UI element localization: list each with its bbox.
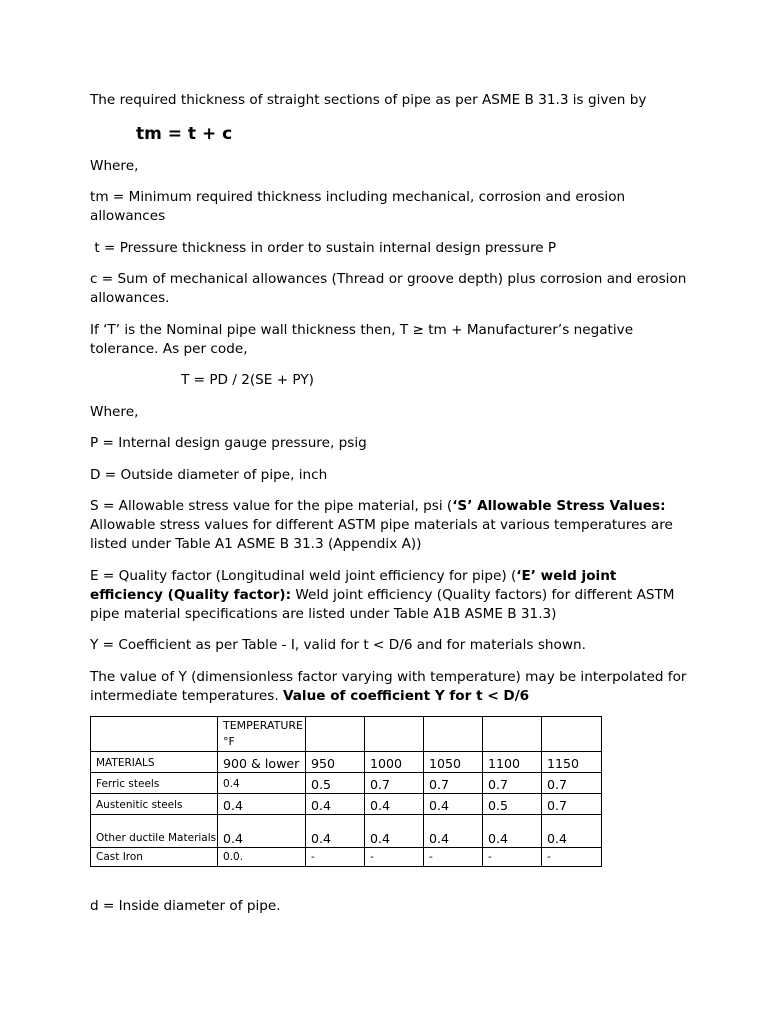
- table-row: [91, 772, 602, 793]
- table-row: [91, 847, 602, 866]
- temp-cell: 900 & lower: [218, 751, 306, 772]
- table-caption: Value of coefficient Y for t < D/6: [282, 687, 530, 704]
- value-cell: 0.4: [483, 814, 542, 847]
- table-header-empty: [424, 716, 483, 751]
- definition-P: P = Internal design gauge pressure, psig: [90, 435, 367, 451]
- table-header-empty: [483, 716, 542, 751]
- value-cell: -: [483, 847, 542, 866]
- temperature-header: TEMPERATURE °F: [218, 716, 306, 751]
- definition-S: [90, 497, 690, 554]
- value-cell: -: [424, 847, 483, 866]
- table-header-empty: [542, 716, 602, 751]
- temp-cell: 950: [306, 751, 365, 772]
- value-cell: -: [365, 847, 424, 866]
- definition-S-bold: ‘S’ Allowable Stress Values:: [452, 498, 666, 514]
- value-cell: 0.4: [218, 793, 306, 814]
- value-cell: 0.4: [542, 814, 602, 847]
- definition-t: t = Pressure thickness in order to sustain internal design pressure P: [90, 239, 557, 256]
- value-cell: 0.5: [483, 793, 542, 814]
- material-name: Austenitic steels: [91, 793, 218, 814]
- material-name: Other ductile Materials: [91, 814, 218, 847]
- definition-d: d = Inside diameter of pipe.: [90, 897, 281, 914]
- table-row-temperatures: [91, 751, 602, 772]
- definition-E-text: E = Quality factor (Longitudinal weld joint efficiency for pipe) (: [90, 567, 517, 584]
- material-name: Ferric steels: [91, 772, 218, 793]
- intro-paragraph: The required thickness of straight sections of pipe as per ASME B 31.3 is given by: [90, 92, 647, 108]
- nominal-thickness-paragraph: If ‘T’ is the Nominal pipe wall thickness then, T ≥ tm + Manufacturer’s negative tolerance. As per code,: [90, 321, 634, 357]
- value-cell: 0.7: [542, 772, 602, 793]
- definition-tm: tm = Minimum required thickness including mechanical, corrosion and erosion allowances: [90, 189, 626, 224]
- document-body: [90, 91, 690, 928]
- definition-Y: Y = Coefficient as per Table - I, valid for t < D/6 and for materials shown.: [90, 637, 586, 653]
- value-cell: 0.7: [365, 772, 424, 793]
- value-cell: -: [542, 847, 602, 866]
- value-cell: 0.7: [483, 772, 542, 793]
- temp-cell: 1000: [365, 751, 424, 772]
- table-corner-cell: [91, 716, 218, 751]
- value-cell: 0.4: [218, 814, 306, 847]
- coefficient-y-table: [90, 716, 602, 867]
- value-cell: 0.4: [365, 814, 424, 847]
- where-label-2: Where,: [90, 403, 139, 420]
- table-row: [91, 814, 602, 847]
- interpolation-text: The value of Y (dimensionless factor varying with temperature) may be interpolated for intermediate temperatures.: [90, 668, 687, 704]
- value-cell: 0.7: [542, 793, 602, 814]
- value-cell: 0.7: [424, 772, 483, 793]
- value-cell: 0.4: [306, 793, 365, 814]
- definition-D: D = Outside diameter of pipe, inch: [90, 466, 328, 483]
- table-header-empty: [365, 716, 424, 751]
- definition-c: c = Sum of mechanical allowances (Thread or groove depth) plus corrosion and erosion allowances.: [90, 271, 687, 306]
- interpolation-paragraph: [90, 668, 690, 706]
- main-formula: tm = t + c: [136, 123, 233, 144]
- where-label-1: Where,: [90, 157, 139, 174]
- value-cell: -: [306, 847, 365, 866]
- table-row: [91, 793, 602, 814]
- value-cell: 0.4: [424, 814, 483, 847]
- table-header-empty: [306, 716, 365, 751]
- temp-cell: 1050: [424, 751, 483, 772]
- definition-E-bold: ‘E’ weld joint efficiency (Quality factor):: [90, 567, 617, 603]
- value-cell: 0.4: [424, 793, 483, 814]
- materials-label: MATERIALS: [91, 751, 218, 772]
- value-cell: 0.0.: [218, 847, 306, 866]
- temp-cell: 1100: [483, 751, 542, 772]
- value-cell: 0.4: [365, 793, 424, 814]
- table-header-row: [91, 716, 602, 751]
- value-cell: 0.5: [306, 772, 365, 793]
- temp-cell: 1150: [542, 751, 602, 772]
- value-cell: 0.4: [306, 814, 365, 847]
- definition-S-rest: Allowable stress values for different ASTM pipe materials at various temperatures are listed under Table A1 ASME B 31.3 (Appendix A)): [90, 517, 673, 552]
- thickness-formula: T = PD / 2(SE + PY): [181, 372, 314, 388]
- definition-S-text: S = Allowable stress value for the pipe material, psi (: [90, 498, 453, 514]
- definition-E: [90, 567, 690, 624]
- material-name: Cast Iron: [91, 847, 218, 866]
- definition-E-rest: Weld joint efficiency (Quality factors) for different ASTM pipe material specifications are listed under Table A1B ASME B 31.3): [90, 586, 675, 622]
- value-cell: 0.4: [218, 772, 306, 793]
